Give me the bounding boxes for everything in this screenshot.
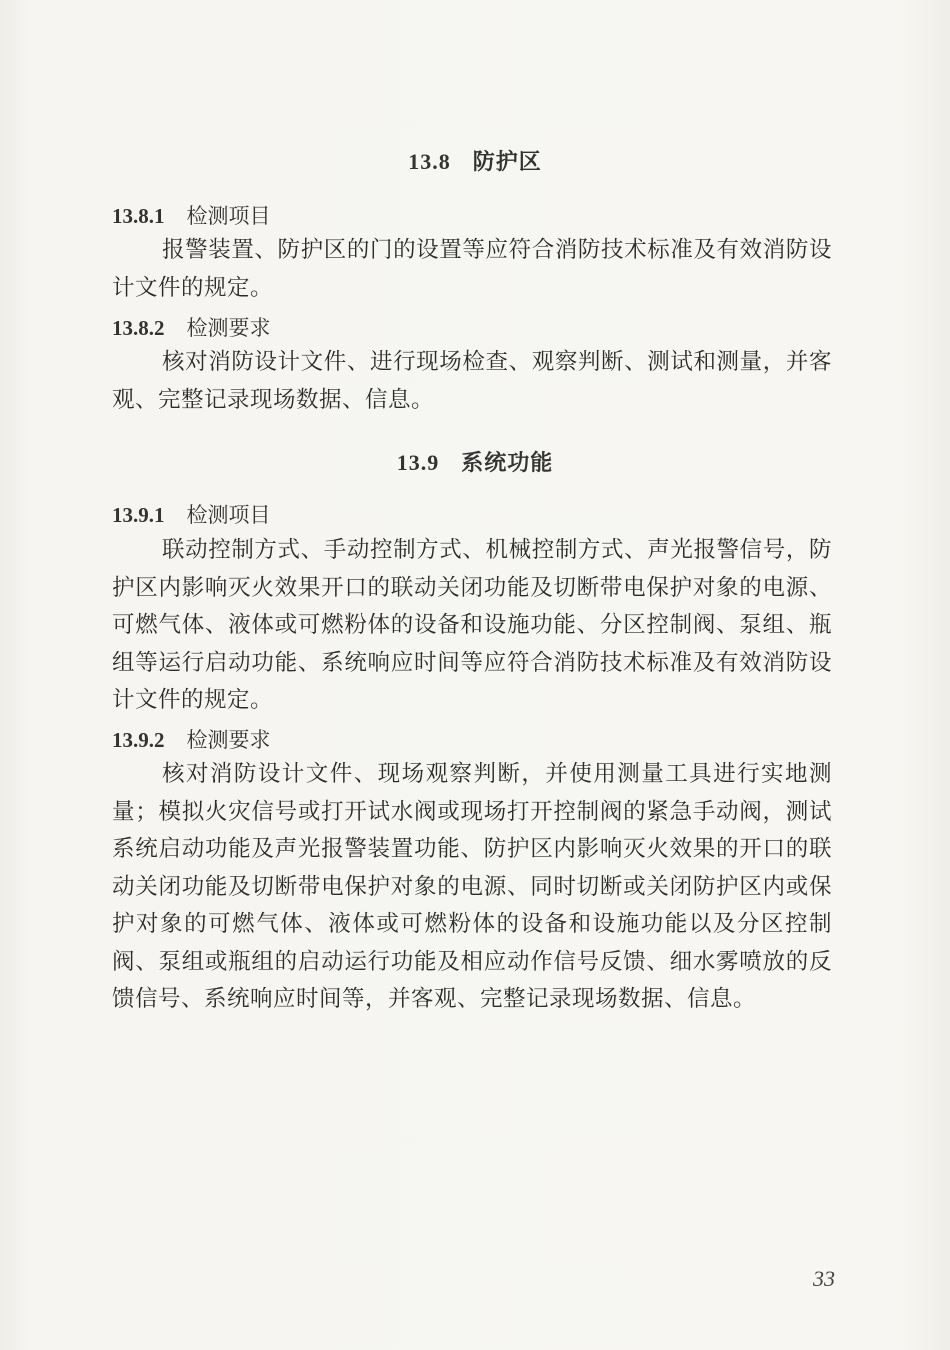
clause-heading-13-8-1 [112, 200, 271, 230]
clause-title: 检测项目 [186, 204, 271, 228]
section-title: 防护区 [472, 149, 542, 175]
section-number: 13.9 [396, 450, 440, 475]
clause-number: 13.9.1 [112, 503, 165, 527]
section-heading-13-9 [0, 446, 950, 477]
clause-number: 13.9.2 [112, 728, 165, 752]
clause-text-13-9-2: 核对消防设计文件、现场观察判断，并使用测量工具进行实地测量；模拟火灾信号或打开试水阀或现场打开控制阀的紧急手动阀，测试系统启动功能及声光报警装置功能、防护区内影响灭火效果的开口的联动关闭功能及切断带电保护对象的电源、同时切断或关闭防护区内或保护对象的可燃气体、液体或可燃粉体的设备和设施功能以及分区控制阀、泵组或瓶组的启动运行功能及相应动作信号反馈、细水雾喷放的反馈信号、系统响应时间等，并客观、完整记录现场数据、信息。 [112, 761, 832, 1012]
clause-heading-13-8-2 [112, 312, 271, 342]
clause-title: 检测要求 [186, 728, 271, 752]
clause-text-13-8-1: 报警装置、防护区的门的设置等应符合消防技术标准及有效消防设计文件的规定。 [112, 237, 832, 301]
clause-title: 检测项目 [186, 503, 271, 527]
clause-number: 13.8.2 [112, 316, 165, 340]
clause-text-13-9-1: 联动控制方式、手动控制方式、机械控制方式、声光报警信号，防护区内影响灭火效果开口的联动关闭功能及切断带电保护对象的电源、可燃气体、液体或可燃粉体的设备和设施功能、分区控制阀、泵组、瓶组等运行启动功能、系统响应时间等应符合消防技术标准及有效消防设计文件的规定。 [112, 537, 832, 713]
section-number: 13.8 [408, 149, 451, 174]
clause-heading-13-9-1 [112, 499, 271, 529]
clause-heading-13-9-2 [112, 724, 271, 754]
section-heading-13-8 [0, 145, 950, 176]
page-number: 33 [813, 1266, 835, 1291]
clause-number: 13.8.1 [112, 204, 165, 228]
section-title: 系统功能 [461, 450, 554, 476]
clause-title: 检测要求 [186, 316, 271, 340]
clause-text-13-8-2: 核对消防设计文件、进行现场检查、观察判断、测试和测量，并客观、完整记录现场数据、信息。 [112, 349, 832, 413]
